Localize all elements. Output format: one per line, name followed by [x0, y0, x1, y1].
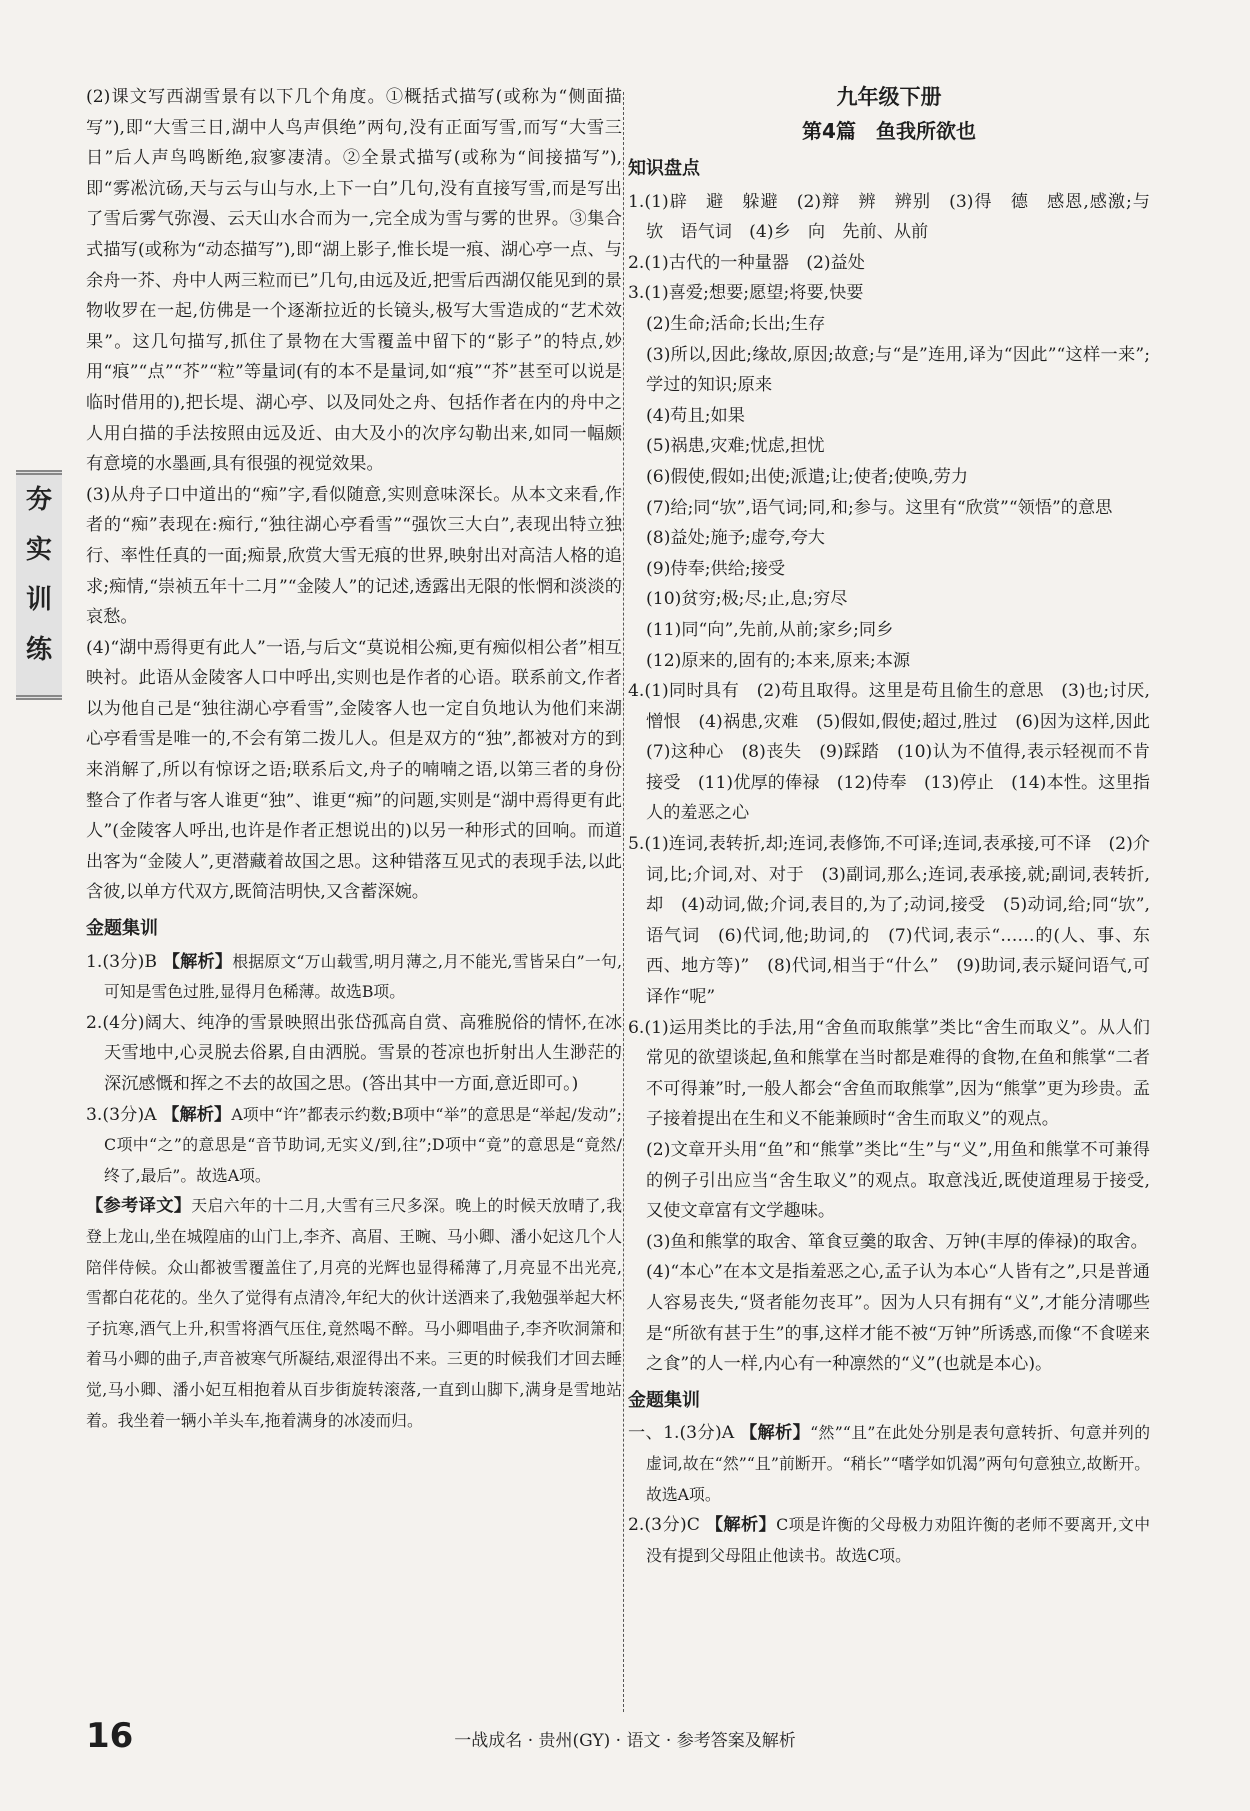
sidebar-char: 实	[25, 535, 52, 565]
item-text: 4.(1)同时具有 (2)苟且取得。这里是苟且偷生的意思 (3)也;讨厌,憎恨 (4)祸患,灾难 (5)假如,假使;超过,胜过 (6)因为这样,因此 (7)这种心 (8)丧失 (9)踩踏 (10)认为不值得,表示轻视而不肯接受 (11)优厚的俸禄 (12)侍奉 (13)停止 (14)本性。这里指人的羞恶之心	[628, 681, 1168, 824]
answer-subitem: (10)贫穷;极;尽;止,息;穷尽	[646, 589, 848, 610]
answer-paragraph: (4)“湖中焉得更有此人”一语,与后文“莫说相公痴,更有痴似相公者”相互映衬。此语从金陵客人口中呼出,实则也是作者的心语。联系前文,作者以为他自己是“独往湖心亭看雪”,金陵客人也一定自负地认为他们来湖心亭看雪是唯一的,不会有第二拨儿人。但是双方的“独”,都被对方的到来消解了,所以有惊讶之语;联系后文,舟子的喃喃之语,以第三者的身份整合了作者与客人谁更“独”、谁更“痴”的问题,实则是“湖中焉得更有此人”(金陵客人呼出,也许是作者正想说出的)以另一种形式的回响。而道出客为“金陵人”,更潜藏着故国之思。这种错落互见式的表现手法,以此含彼,以单方代双方,既简洁明快,又含蓄深婉。	[86, 637, 622, 903]
answer-paragraph: (2)课文写西湖雪景有以下几个角度。①概括式描写(或称为“侧面描写”),即“大雪三日,湖中人鸟声俱绝”两句,没有正面写雪,而写“大雪三日”后人声鸟鸣断绝,寂寥凄清。②全景式描写(或称为“间接描写”),即“雾凇沆砀,天与云与山与水,上下一白”几句,没有直接写雪,而是写出了雪后雾气弥漫、云天山水合而为一,完全成为雪与雾的世界。③集合式描写(或称为“动态描写”),即“湖上影子,惟长堤一痕、湖心亭一点、与余舟一芥、舟中人两三粒而已”几句,由远及近,把雪后西湖仅能见到的景物收罗在一起,仿佛是一个逐渐拉近的长镜头,极写大雪造成的“艺术效果”。这几句描写,抓住了景物在大雪覆盖中留下的“影子”的特点,妙用“痕”“点”“芥”“粒”等量词(有的本不是量词,如“痕”“芥”甚至可以说是临时借用的),把长堤、湖心亭、以及同处之舟、包括作者在内的舟中之人用白描的手法按照由远及近、由大及小的次序勾勒出来,如同一幅颇有意境的水墨画,具有很强的视觉效果。	[86, 87, 622, 475]
sidebar-label-box	[16, 470, 62, 700]
section-heading: 金题集训	[86, 918, 158, 940]
answer-item	[628, 187, 1168, 248]
item-number: 2.(3分)C	[628, 1515, 706, 1536]
section-heading: 知识盘点	[628, 158, 700, 179]
item-text: A项中“许”都表示约数;B项中“举”的意思是“举起/发动”;C项中“之”的意思是“音节助词,无实义/到,往”;D项中“竟”的意思是“竟然/终了,最后”。故选A项。	[104, 1104, 622, 1185]
answer-item	[86, 947, 622, 1008]
analysis-tag: 【解析】	[739, 1423, 811, 1444]
left-column	[86, 82, 622, 1436]
item-text: 天启六年的十二月,大雪有三尺多深。晚上的时候天放晴了,我登上龙山,坐在城隍庙的山门上,李齐、高眉、王畹、马小卿、潘小妃这几个人陪伴侍候。众山都被雪覆盖住了,月亮的光辉也显得稀薄了,月亮显不出光亮,雪都白花花的。坐久了觉得有点清冷,年纪大的伙计送酒来了,我勉强举起大杯子抗寒,酒气上升,积雪将酒气压住,竟然喝不醉。马小卿唱曲子,李齐吹洞箫和着马小卿的曲子,声音被寒气所凝结,艰涩得出不来。三更的时候我们才回去睡觉,马小卿、潘小妃互相抱着从百步街旋转滚落,一直到山脚下,满身是雪地站着。我坐着一辆小羊头车,拖着满身的冰凌而归。	[86, 1196, 622, 1430]
answer-subitem: (2)生命;活命;长出;生存	[646, 313, 826, 334]
item-text: 5.(1)连词,表转折,却;连词,表修饰,不可译;连词,表承接,可不译 (2)介词,比;介词,对、对于 (3)副词,那么;连词,表承接,就;副词,表转折,却 (4)动词,做;介词,表目的,为了;动词,接受 (5)动词,给;同“欤”,语气词 (6)代词,他;助词,的 (7)代词,表示“……的(人、事、东西、地方等)” (8)代词,相当于“什么” (9)助词,表示疑问语气,可译作“呢”	[628, 834, 1150, 1008]
answer-subitem: (6)假使,假如;出使;派遣;让;使者;使唤,劳力	[646, 466, 969, 487]
answer-subitem: (3)鱼和熊掌的取舍、箪食豆羹的取舍、万钟(丰厚的俸禄)的取舍。	[646, 1231, 1148, 1252]
page-footer: 一战成名 · 贵州(GY) · 语文 · 参考答案及解析	[454, 1731, 796, 1751]
answer-subitem: (11)同“向”,先前,从前;家乡;同乡	[646, 619, 894, 640]
answer-item	[628, 1510, 1150, 1571]
right-column	[628, 82, 1168, 1571]
answer-subitem: (4)“本心”在本文是指羞恶之心,孟子认为本心“人皆有之”,只是普通人容易丧失,“贤者能勿丧耳”。因为人只有拥有“义”,才能分清哪些是“所欲有甚于生”的事,这样才能不被“万钟”所诱惑,而像“不食嗟来之食”的人一样,内心有一种凛然的“义”(也就是本心)。	[646, 1262, 1150, 1375]
answer-item	[86, 1008, 622, 1100]
item-text: 6.(1)运用类比的手法,用“舍鱼而取熊掌”类比“舍生而取义”。从人们常见的欲望谈起,鱼和熊掌在当时都是难得的食物,在鱼和熊掌“二者不可得兼”时,一般人都会“舍鱼而取熊掌”,因为“熊掌”更为珍贵。孟子接着提出在生和义不能兼顾时“舍生而取义”的观点。	[628, 1017, 1150, 1130]
article-title: 第4篇 鱼我所欲也	[802, 119, 976, 143]
answer-subitem: (3)所以,因此;缘故,原因;故意;与“是”连用,译为“因此”“这样一来”;学过的知识;原来	[646, 344, 1150, 396]
item-number: 一、1.(3分)A	[628, 1423, 740, 1444]
answer-item	[628, 676, 1168, 829]
answer-item	[86, 1100, 622, 1192]
item-text: “然”“且”在此处分别是表句意转折、句意并列的虚词,故在“然”“且”前断开。“稍长”“嗜学如饥渴”两句句意独立,故断开。故选A项。	[646, 1423, 1150, 1504]
item-number: 2.(4分)	[86, 1012, 145, 1033]
answer-subitem: (9)侍奉;供给;接受	[646, 558, 786, 579]
answer-subitem: (4)苟且;如果	[646, 405, 745, 426]
answer-item	[86, 1191, 622, 1436]
sidebar-char: 训	[25, 585, 52, 615]
item-text: 2.(1)古代的一种量器 (2)益处	[628, 252, 865, 273]
item-text: C项是许衡的父母极力劝阻许衡的老师不要离开,文中没有提到父母阻止他读书。故选C项。	[646, 1515, 1151, 1565]
column-divider	[623, 92, 624, 1712]
item-number: 1.(3分)B	[86, 951, 163, 972]
answer-item	[628, 1418, 1150, 1510]
answer-item	[628, 829, 1150, 1013]
analysis-tag: 【解析】	[162, 951, 233, 972]
answer-subitem: (12)原来的,固有的;本来,原来;本源	[646, 650, 911, 671]
item-text: 3.(1)喜爱;想要;愿望;将要,快要	[628, 283, 864, 304]
answer-item	[628, 1013, 1150, 1135]
analysis-tag: 【解析】	[162, 1104, 232, 1125]
answer-subitem: (2)文章开头用“鱼”和“熊掌”类比“生”与“义”,用鱼和熊掌不可兼得的例子引出应当“舍生取义”的观点。取意浅近,既使道理易于接受,又使文章富有文学趣味。	[646, 1140, 1150, 1222]
analysis-tag: 【参考译文】	[86, 1196, 192, 1217]
answer-subitem: (7)给;同“欤”,语气词;同,和;参与。这里有“欣赏”“领悟”的意思	[646, 497, 1113, 518]
grade-title: 九年级下册	[836, 85, 942, 109]
item-number: 3.(3分)A	[86, 1104, 163, 1125]
item-text: 阔大、纯净的雪景映照出张岱孤高自赏、高雅脱俗的情怀,在冰天雪地中,心灵脱去俗累,自由洒脱。雪景的苍凉也折射出人生渺茫的深沉感慨和挥之不去的故国之思。(答出其中一方面,意近即可。)	[104, 1012, 623, 1094]
right-column-body	[628, 154, 1168, 1571]
sidebar-char: 夯	[25, 485, 52, 515]
answer-item	[628, 248, 1150, 279]
item-text: 根据原文“万山载雪,明月薄之,月不能光,雪皆呆白”一句,可知是雪色过胜,显得月色稀薄。故选B项。	[104, 951, 622, 1002]
answer-subitem: (8)益处;施予;虚夸,夸大	[646, 528, 825, 549]
answer-paragraph: (3)从舟子口中道出的“痴”字,看似随意,实则意味深长。从本文来看,作者的“痴”表现在:痴行,“独往湖心亭看雪”“强饮三大白”,表现出特立独行、率性任真的一面;痴景,欣赏大雪无痕的世界,映射出对高洁人格的追求;痴情,“崇祯五年十二月”“金陵人”的记述,透露出无限的怅惘和淡淡的哀愁。	[86, 484, 622, 628]
answer-subitem: (5)祸患,灾难;忧虑,担忧	[646, 436, 825, 457]
item-text: 1.(1)辟 避 躲避 (2)辩 辨 辨别 (3)得 德 感恩,感激;与 欤 语气词 (4)乡 向 先前、从前	[628, 191, 1168, 243]
page-number: 16	[86, 1716, 134, 1756]
sidebar-char: 练	[25, 635, 52, 665]
answer-item	[628, 278, 1150, 309]
analysis-tag: 【解析】	[705, 1515, 777, 1536]
section-heading: 金题集训	[628, 1389, 700, 1411]
